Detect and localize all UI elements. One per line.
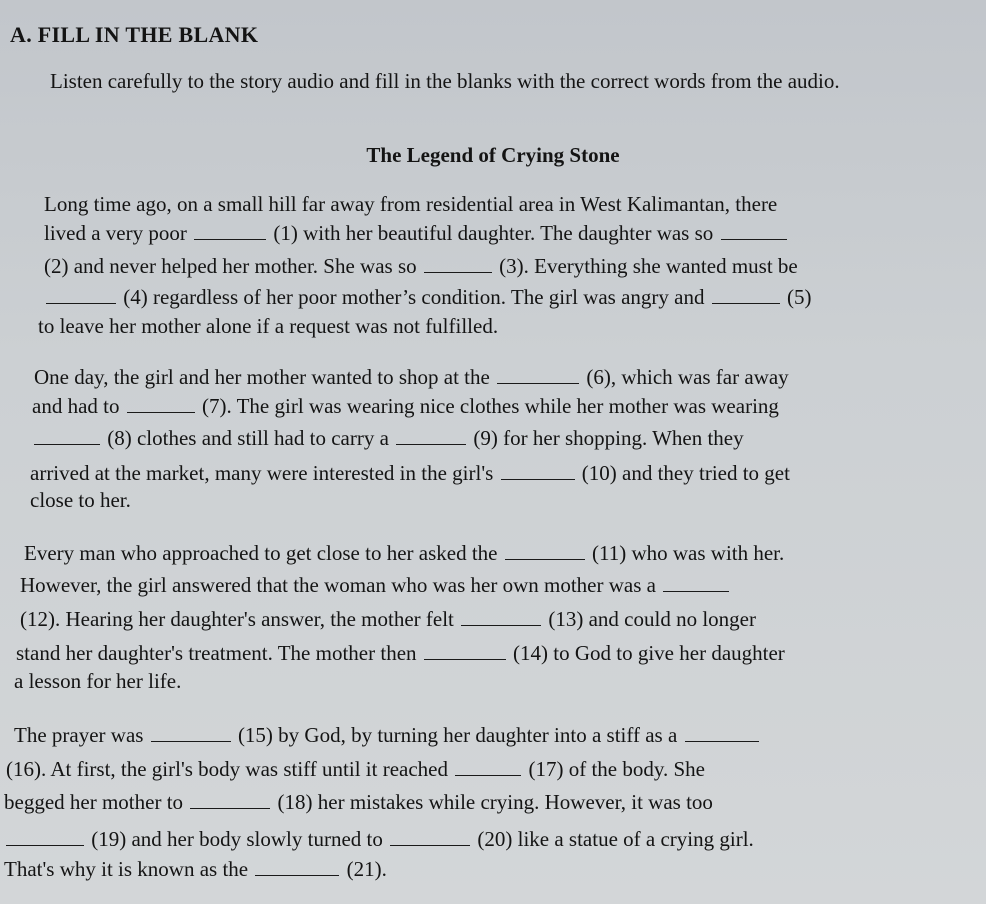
answer-blank[interactable] [34,428,100,445]
story-text-segment: arrived at the market, many were interested in the girl's [30,461,499,485]
story-text-segment: (3). Everything she wanted must be [493,254,798,278]
story-line [34,364,789,390]
story-text-segment: However, the girl answered that the woman who was her own mother was a [20,573,662,597]
story-text-segment: stand her daughter's treatment. The mother then [16,641,422,665]
answer-blank[interactable] [390,829,470,846]
answer-blank[interactable] [424,256,492,273]
story-text-segment: a lesson for her life. [14,669,182,693]
answer-blank[interactable] [501,463,575,480]
story-text-segment: One day, the girl and her mother wanted to shop at the [34,365,496,389]
answer-blank[interactable] [255,859,339,876]
answer-blank[interactable] [424,643,506,660]
story-line [30,487,131,513]
section-heading: A. FILL IN THE BLANK [10,22,259,47]
story-text-segment: (1) with her beautiful daughter. The daughter was so [268,221,719,245]
story-line [44,284,811,310]
story-line [44,220,789,246]
story-line [16,640,785,666]
story-line [6,756,705,782]
story-line [44,253,798,279]
story-line [32,425,744,451]
story-line [4,856,387,882]
story-text-segment: (19) and her body slowly turned to [86,827,389,851]
story-text-segment: lived a very poor [44,221,193,245]
story-text-segment: close to her. [30,488,131,512]
story-line [4,826,754,852]
story-text-segment: (12). Hearing her daughter's answer, the mother felt [20,607,460,631]
story-text-segment: and had to [32,394,125,418]
story-text-segment: (17) of the body. She [523,757,706,781]
answer-blank[interactable] [127,396,195,413]
answer-blank[interactable] [46,287,116,304]
story-text-segment: (21). [341,857,387,881]
story-line [20,572,731,598]
story-text-segment: (13) and could no longer [543,607,756,631]
story-text-segment: (6), which was far away [581,365,789,389]
answer-blank[interactable] [505,543,585,560]
story-line [44,191,777,217]
answer-blank[interactable] [497,367,579,384]
story-text-segment: The prayer was [14,723,149,747]
story-text-segment: (9) for her shopping. When they [468,426,744,450]
answer-blank[interactable] [663,575,729,592]
story-line [30,460,790,486]
story-text-segment: begged her mother to [4,790,189,814]
answer-blank[interactable] [712,287,780,304]
answer-blank[interactable] [194,223,266,240]
story-text-segment: (5) [781,285,812,309]
story-line [32,393,779,419]
answer-blank[interactable] [455,759,521,776]
story-line [14,668,181,694]
story-line [4,789,713,815]
story-line [20,606,756,632]
story-line [38,313,498,339]
story-text-segment: (18) her mistakes while crying. However, it was too [272,790,713,814]
answer-blank[interactable] [151,725,231,742]
answer-blank[interactable] [461,609,541,626]
story-text-segment: (16). At first, the girl's body was stiff until it reached [6,757,454,781]
answer-blank[interactable] [396,428,466,445]
story-text-segment: (4) regardless of her poor mother’s condition. The girl was angry and [118,285,710,309]
story-text-segment: (20) like a statue of a crying girl. [472,827,754,851]
story-text-segment: (8) clothes and still had to carry a [102,426,395,450]
story-text-segment: (7). The girl was wearing nice clothes while her mother was wearing [196,394,779,418]
story-line [14,722,761,748]
story-text-segment: (11) who was with her. [586,541,785,565]
story-text-segment: (10) and they tried to get [576,461,790,485]
answer-blank[interactable] [721,223,787,240]
answer-blank[interactable] [685,725,759,742]
story-text-segment: (14) to God to give her daughter [507,641,785,665]
story-text-segment: That's why it is known as the [4,857,254,881]
instructions-text: Listen carefully to the story audio and fill in the blanks with the correct words from the audio. [50,69,840,93]
story-text-segment: (15) by God, by turning her daughter into a stiff as a [232,723,683,747]
story-text-segment: Long time ago, on a small hill far away from residential area in West Kalimantan, there [44,192,778,216]
answer-blank[interactable] [6,829,84,846]
story-title: The Legend of Crying Stone [366,143,620,167]
story-line [24,540,784,566]
story-text-segment: to leave her mother alone if a request was not fulfilled. [38,314,499,338]
story-text-segment: Every man who approached to get close to her asked the [24,541,503,565]
story-text-segment: (2) and never helped her mother. She was so [44,254,422,278]
answer-blank[interactable] [190,792,270,809]
